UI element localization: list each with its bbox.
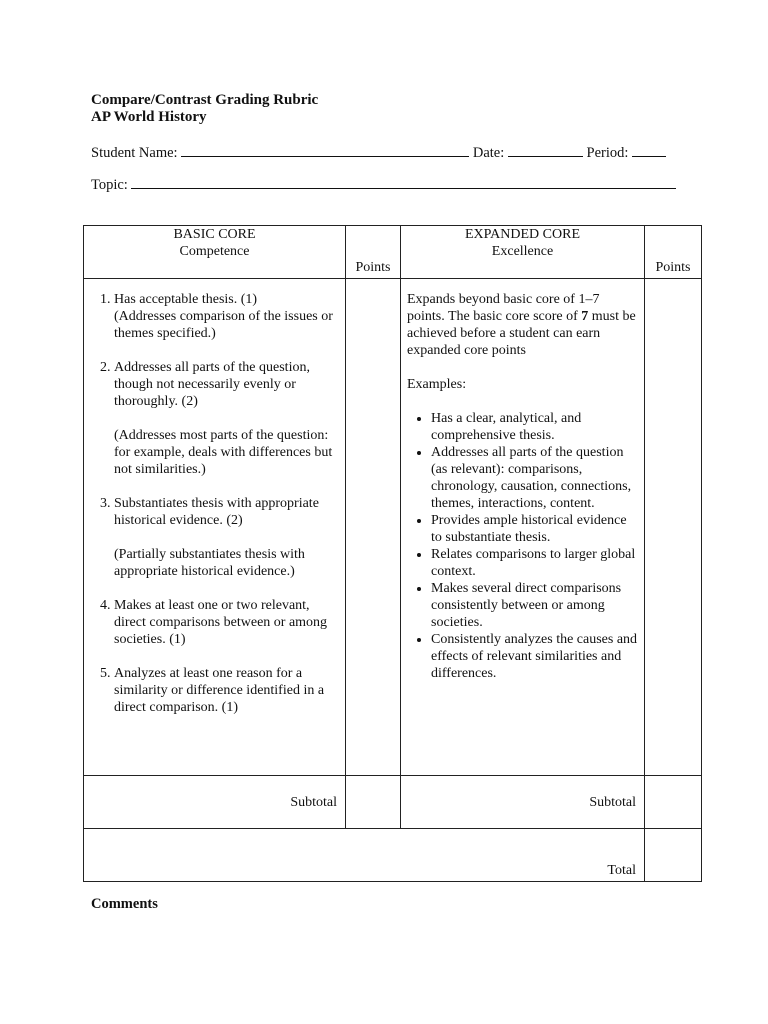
- basic-subtotal-cell[interactable]: [346, 776, 401, 829]
- basic-item-note: (Partially substantiates thesis with appropriate historical evidence.): [114, 547, 305, 579]
- student-name-label: Student Name:: [91, 145, 178, 161]
- basic-subtotal-label: Subtotal: [84, 776, 346, 829]
- expanded-bullet: • Has a clear, analytical, and comprehensive thesis.: [431, 410, 638, 444]
- document-title: [91, 92, 318, 126]
- total-cell[interactable]: [645, 829, 702, 882]
- topic-row: [91, 174, 676, 194]
- expanded-core-cell: [401, 279, 645, 776]
- expanded-bullet: • Provides ample historical evidence to substantiate thesis.: [431, 512, 638, 546]
- period-label: Period:: [586, 145, 629, 161]
- title-line-1: Compare/Contrast Grading Rubric: [91, 92, 319, 108]
- expanded-core-title: EXPANDED CORE: [465, 227, 580, 242]
- subtotal-row: [84, 776, 702, 829]
- basic-points-cell[interactable]: [346, 279, 401, 776]
- header-row: [84, 226, 702, 279]
- topic-label: Topic:: [91, 177, 128, 193]
- total-label: Total: [84, 829, 645, 882]
- expanded-subtotal-cell[interactable]: [645, 776, 702, 829]
- expanded-bullet: • Consistently analyzes the causes and effects of relevant similarities and differences.: [431, 631, 638, 682]
- topic-field[interactable]: [131, 174, 676, 189]
- total-row: [84, 829, 702, 882]
- expanded-bullet: • Addresses all parts of the question (as relevant): comparisons, chronology, causation, connections, themes, interactions, content.: [431, 444, 638, 512]
- points-header-expanded: Points: [645, 226, 702, 279]
- expanded-bullets: [407, 410, 638, 682]
- rubric-table: [83, 225, 702, 882]
- basic-core-list: [84, 291, 339, 716]
- basic-core-header: [84, 226, 346, 279]
- student-info-row: [91, 142, 666, 162]
- basic-core-cell: [84, 279, 346, 776]
- expanded-subtotal-label: Subtotal: [401, 776, 645, 829]
- student-name-field[interactable]: [181, 142, 469, 157]
- expanded-core-subtitle: Excellence: [491, 244, 554, 259]
- examples-label: Examples:: [407, 377, 467, 392]
- date-field[interactable]: [508, 142, 583, 157]
- title-line-2: AP World History: [91, 109, 207, 125]
- expanded-core-header: [401, 226, 645, 279]
- basic-item: 1. Has acceptable thesis. (1) (Addresses comparison of the issues or themes specified.): [114, 291, 339, 342]
- basic-item-note: (Addresses most parts of the question: for example, deals with differences but not similarities.): [114, 428, 333, 477]
- basic-core-subtitle: Competence: [179, 244, 250, 259]
- basic-item: 2. Addresses all parts of the question, though not necessarily evenly or thoroughly. (2) (Addresses most parts of the question: for example, deals with differences but not similarities.): [114, 359, 339, 478]
- expanded-bullet: • Relates comparisons to larger global context.: [431, 546, 638, 580]
- basic-core-title: BASIC CORE: [173, 227, 256, 242]
- date-label: Date:: [472, 145, 505, 161]
- basic-item: 3. Substantiates thesis with appropriate historical evidence. (2) (Partially substantiates thesis with appropriate historical evidence.): [114, 495, 339, 580]
- expanded-bullet: • Makes several direct comparisons consistently between or among societies.: [431, 580, 638, 631]
- comments-label: Comments: [91, 896, 158, 912]
- expanded-points-cell[interactable]: [645, 279, 702, 776]
- criteria-row: [84, 279, 702, 776]
- expanded-intro: Expands beyond basic core of 1–7 points. The basic core score of 7 must be achieved before a student can earn expanded core points: [407, 292, 636, 358]
- points-header-basic: Points: [346, 226, 401, 279]
- basic-item: 4. Makes at least one or two relevant, direct comparisons between or among societies. (1): [114, 597, 339, 648]
- period-field[interactable]: [632, 142, 666, 157]
- basic-item: 5. Analyzes at least one reason for a similarity or difference identified in a direct comparison. (1): [114, 665, 339, 716]
